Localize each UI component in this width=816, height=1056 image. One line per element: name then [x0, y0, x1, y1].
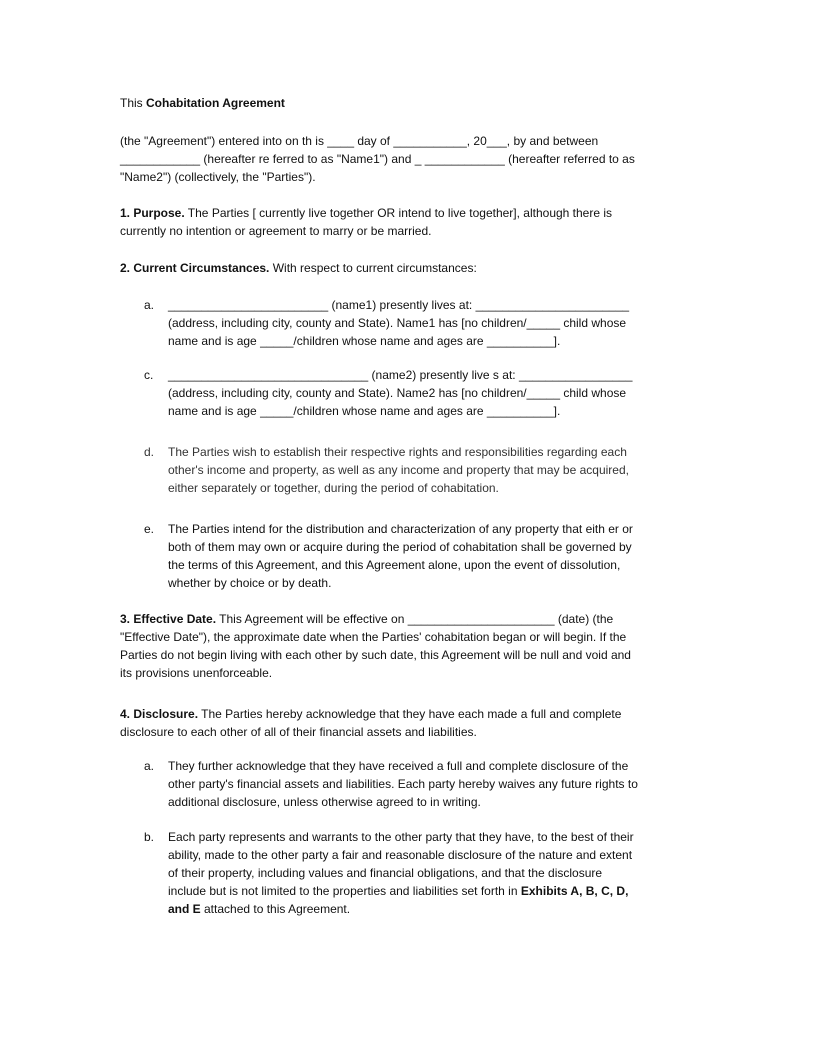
list-item-line: attached to this Agreement. [200, 902, 351, 916]
list-item-line: additional disclosure, unless otherwise agreed to in writing. [168, 795, 481, 809]
document-title [120, 94, 686, 112]
section-disclosure [120, 705, 686, 741]
list-item-line: (address, including city, county and State). Name2 has [no children/_____ child whose [168, 386, 627, 400]
list-item-line: of their property, including values and financial obligations, and that the disclosure [168, 866, 603, 880]
list-item-line: The Parties intend for the distribution and characterization of any property that eith er or [168, 522, 633, 536]
section-text: "Effective Date"), the approximate date when the Parties' cohabitation began or will begin. If the [120, 630, 627, 644]
list-item-line: other party's financial assets and liabilities. Each party hereby waives any future rights to [168, 777, 638, 791]
list-item-line: ________________________ (name1) presently lives at: _______________________ [168, 298, 630, 312]
list-marker: b. [144, 830, 155, 844]
list-item-line: Each party represents and warrants to the other party that they have, to the best of their [168, 830, 634, 844]
section-heading: 1. Purpose. [120, 206, 185, 220]
list-marker: a. [144, 759, 155, 773]
list-item-line: The Parties wish to establish their respective rights and responsibilities regarding each [168, 445, 627, 459]
intro-paragraph [120, 132, 686, 186]
title-prefix: This [120, 96, 143, 110]
section-text: Parties do not begin living with each other by such date, this Agreement will be null and void and [120, 648, 631, 662]
intro-line: "Name2") (collectively, the "Parties"). [120, 170, 316, 184]
section-text: The Parties hereby acknowledge that they have each made a full and complete [198, 707, 622, 721]
section-text: its provisions unenforceable. [120, 666, 273, 680]
list-marker: c. [144, 368, 154, 382]
list-item-line: include but is not limited to the properties and liabilities set forth in [168, 884, 521, 898]
section-circumstances [120, 259, 686, 277]
section-heading: 4. Disclosure. [120, 707, 199, 721]
section-text: The Parties [ currently live together OR intend to live together], although there is [184, 206, 613, 220]
intro-line: ____________ (hereafter re ferred to as "Name1") and _ ____________ (hereafter referred to as [120, 152, 635, 166]
section-text: currently no intention or agreement to marry or be married. [120, 224, 432, 238]
list-item-line: (address, including city, county and State). Name1 has [no children/_____ child whose [168, 316, 627, 330]
list-item-line: whether by choice or by death. [168, 576, 332, 590]
section-heading: 3. Effective Date. [120, 612, 217, 626]
list-item-line: name and is age _____/children whose name and ages are __________]. [168, 334, 561, 348]
section-purpose [120, 204, 686, 240]
list-marker: a. [144, 298, 155, 312]
section-heading: 2. Current Circumstances. [120, 261, 270, 275]
list-item-line: They further acknowledge that they have received a full and complete disclosure of the [168, 759, 629, 773]
section-effective-date [120, 610, 686, 682]
list-item-line: both of them may own or acquire during the period of cohabitation shall be governed by [168, 540, 632, 554]
list-marker: e. [144, 522, 155, 536]
list-item-line: other's income and property, as well as any income and property that may be acquired, [168, 463, 629, 477]
list-item-line: the terms of this Agreement, and this Agreement alone, upon the event of dissolution, [168, 558, 621, 572]
list-item-line: either separately or together, during the period of cohabitation. [168, 481, 499, 495]
exhibits-reference: Exhibits A, B, C, D, [520, 884, 629, 898]
list-item-line: name and is age _____/children whose name and ages are __________]. [168, 404, 561, 418]
list-item-line: ability, made to the other party a fair and reasonable disclosure of the nature and extent [168, 848, 633, 862]
section-text: With respect to current circumstances: [269, 261, 477, 275]
exhibits-reference-tail: and E [168, 902, 201, 916]
list-marker: d. [144, 445, 155, 459]
list-item-line: ______________________________ (name2) presently live s at: _________________ [168, 368, 633, 382]
intro-line: (the "Agreement") entered into on th is ____ day of ___________, 20___, by and between [120, 134, 599, 148]
title-bold: Cohabitation Agreement [146, 96, 285, 110]
section-text: This Agreement will be effective on ______________________ (date) (the [216, 612, 614, 626]
section-text: disclosure to each other of all of their financial assets and liabilities. [120, 725, 477, 739]
